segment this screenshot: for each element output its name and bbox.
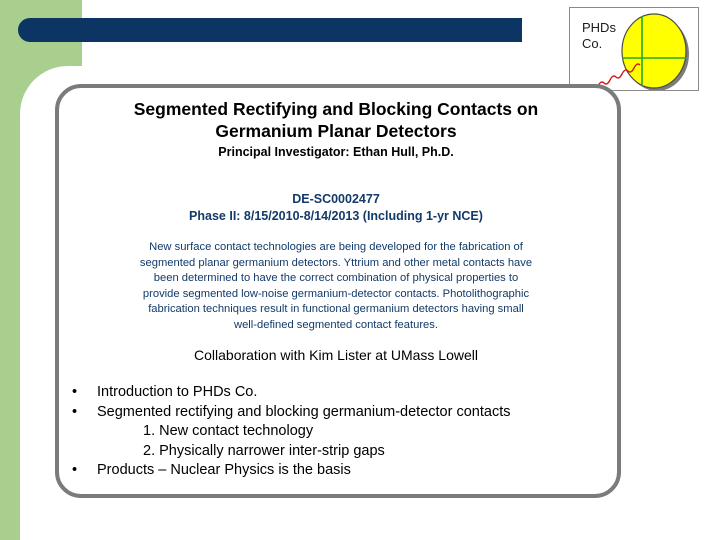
collaboration-note: Collaboration with Kim Lister at UMass Lowell — [194, 347, 478, 363]
description-line: fabrication techniques result in functional germanium detectors having small — [148, 303, 524, 316]
description-line: been determined to have the correct combination of physical properties to — [153, 272, 519, 285]
grant-number: DE-SC0002477 — [292, 192, 380, 206]
outline-item-text: Introduction to PHDs Co. — [97, 384, 258, 400]
outline-item-text: Segmented rectifying and blocking germanium-detector contacts — [97, 403, 511, 420]
description-line: New surface contact technologies are being developed for the fabrication of — [149, 241, 523, 253]
outline-subitem — [70, 422, 610, 442]
description-line: well-defined segmented contact features. — [234, 318, 438, 331]
bullet-icon: • — [72, 462, 78, 479]
title-line1: Segmented Rectifying and Blocking Contacts on — [133, 99, 539, 119]
outline-item — [70, 403, 610, 423]
grant-info — [80, 191, 592, 225]
outline-subitem-text: 2. Physically narrower inter-strip gaps — [143, 442, 385, 459]
description-line: segmented planar germanium detectors. Yttrium and other metal contacts have — [139, 256, 533, 269]
principal-investigator: Principal Investigator: Ethan Hull, Ph.D. — [218, 145, 454, 159]
outline-item-text: Products – Nuclear Physics is the basis — [97, 462, 351, 479]
outline-subitem — [70, 442, 610, 462]
outline-list — [70, 383, 610, 481]
title-line2: Germanium Planar Detectors — [215, 121, 457, 141]
description-line: provide segmented low-noise germanium-detector contacts. Photolithographic — [142, 287, 530, 300]
project-description — [106, 240, 566, 334]
outline-subitem-text: 1. New contact technology — [143, 423, 314, 440]
bullet-icon: • — [72, 384, 78, 400]
slide-title — [80, 98, 592, 142]
logo-text-line2: Co. — [582, 36, 603, 51]
bullet-icon: • — [72, 403, 78, 420]
outline-item — [70, 383, 610, 403]
logo-text-line1: PHDs — [582, 20, 616, 35]
grant-phase: Phase II: 8/15/2010-8/14/2013 (Including 1-yr NCE) — [189, 209, 483, 223]
outline-item — [70, 461, 610, 481]
